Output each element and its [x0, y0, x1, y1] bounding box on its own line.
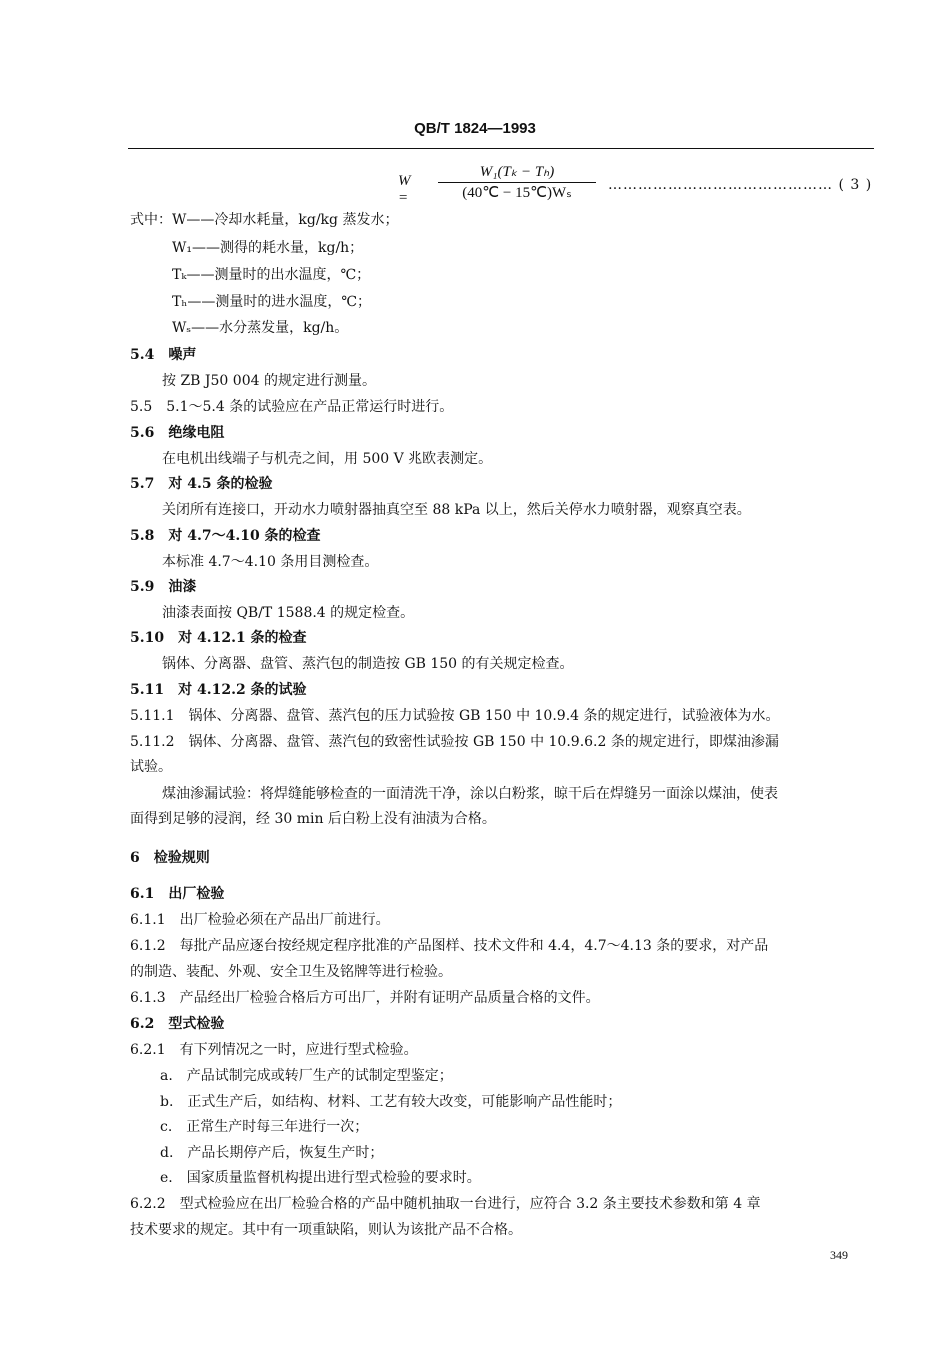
- body-line: 煤油渗漏试验：将焊缝能够检查的一面清洗干净，涂以白粉浆，晾干后在焊缝另一面涂以煤油，使表: [162, 786, 778, 802]
- clause-heading: 5.10 对 4.12.1 条的检查: [130, 630, 307, 646]
- page-number: 349: [830, 1248, 848, 1262]
- where-line: 式中：W——冷却水耗量，kg/kg 蒸发水；: [130, 212, 399, 228]
- body-line: 在电机出线端子与机壳之间，用 500 V 兆欧表测定。: [162, 451, 493, 467]
- header-rule: [128, 148, 874, 149]
- body-line: 5.11.1 锅体、分离器、盘管、蒸汽包的压力试验按 GB 150 中 10.9.4 条的规定进行，试验液体为水。: [130, 708, 780, 724]
- body-line: 6.1.1 出厂检验必须在产品出厂前进行。: [130, 912, 390, 928]
- clause-heading: 5.11 对 4.12.2 条的试验: [130, 682, 307, 698]
- clause-heading: 5.7 对 4.5 条的检验: [130, 476, 273, 492]
- body-line: 关闭所有连接口，开动水力喷射器抽真空至 88 kPa 以上，然后关停水力喷射器，观察真空表。: [162, 502, 751, 518]
- clause-heading: 6.1 出厂检验: [130, 886, 225, 902]
- body-line: 5.5 5.1～5.4 条的试验应在产品正常运行时进行。: [130, 399, 454, 415]
- clause-heading: 5.9 油漆: [130, 579, 197, 595]
- formula-denominator: (40℃ − 15℃)Wₛ: [462, 185, 572, 201]
- list-item: d. 产品长期停产后，恢复生产时；: [160, 1145, 384, 1161]
- list-item: a. 产品试制完成或转厂生产的试制定型鉴定；: [160, 1068, 453, 1084]
- body-line: 按 ZB J50 004 的规定进行测量。: [162, 373, 376, 389]
- body-line: 5.11.2 锅体、分离器、盘管、蒸汽包的致密性试验按 GB 150 中 10.9.6.2 条的规定进行，即煤油渗漏: [130, 734, 779, 750]
- body-line: 6.2.1 有下列情况之一时，应进行型式检验。: [130, 1042, 418, 1058]
- body-line: 试验。: [130, 759, 172, 775]
- formula-number: ( 3 ): [838, 177, 873, 193]
- body-line: 的制造、装配、外观、安全卫生及铭牌等进行检验。: [130, 964, 452, 980]
- clause-heading: 6.2 型式检验: [130, 1016, 225, 1032]
- where-line: Tₕ——测量时的进水温度，℃；: [172, 294, 372, 310]
- formula-lhs: W =: [398, 173, 411, 206]
- clause-heading: 5.6 绝缘电阻: [130, 425, 225, 441]
- body-line: 本标准 4.7～4.10 条用目测检查。: [162, 554, 379, 570]
- body-line: 技术要求的规定。其中有一项重缺陷，则认为该批产品不合格。: [130, 1222, 522, 1238]
- clause-heading: 5.8 对 4.7～4.10 条的检查: [130, 528, 321, 544]
- formula-leader: [608, 177, 872, 193]
- body-line: 油漆表面按 QB/T 1588.4 的规定检查。: [162, 605, 415, 621]
- section-heading: 6 检验规则: [130, 850, 210, 866]
- where-line: Wₛ——水分蒸发量，kg/h。: [172, 320, 349, 336]
- standard-header: QB/T 1824—1993: [414, 120, 536, 137]
- body-line: 6.2.2 型式检验应在出厂检验合格的产品中随机抽取一台进行，应符合 3.2 条主要技术参数和第 4 章: [130, 1196, 761, 1212]
- formula-dots: ………………………………………: [608, 177, 833, 193]
- where-line: W₁——测得的耗水量，kg/h；: [172, 240, 364, 256]
- formula-fraction: [438, 163, 596, 202]
- body-line: 6.1.2 每批产品应逐台按经规定程序批准的产品图样、技术文件和 4.4，4.7～4.13 条的要求，对产品: [130, 938, 769, 954]
- body-line: 6.1.3 产品经出厂检验合格后方可出厂，并附有证明产品质量合格的文件。: [130, 990, 600, 1006]
- where-line: Tₖ——测量时的出水温度，℃；: [172, 267, 371, 283]
- list-item: c. 正常生产时每三年进行一次；: [160, 1119, 369, 1135]
- clause-heading: 5.4 噪声: [130, 347, 197, 363]
- body-line: 面得到足够的浸润，经 30 min 后白粉上没有油渍为合格。: [130, 811, 496, 827]
- list-item: b. 正式生产后，如结构、材料、工艺有较大改变，可能影响产品性能时；: [160, 1094, 622, 1110]
- formula-numerator: W₁(Tₖ − Tₕ): [479, 164, 555, 180]
- fraction-bar: [438, 182, 596, 183]
- body-line: 锅体、分离器、盘管、蒸汽包的制造按 GB 150 的有关规定检查。: [162, 656, 574, 672]
- list-item: e. 国家质量监督机构提出进行型式检验的要求时。: [160, 1170, 481, 1186]
